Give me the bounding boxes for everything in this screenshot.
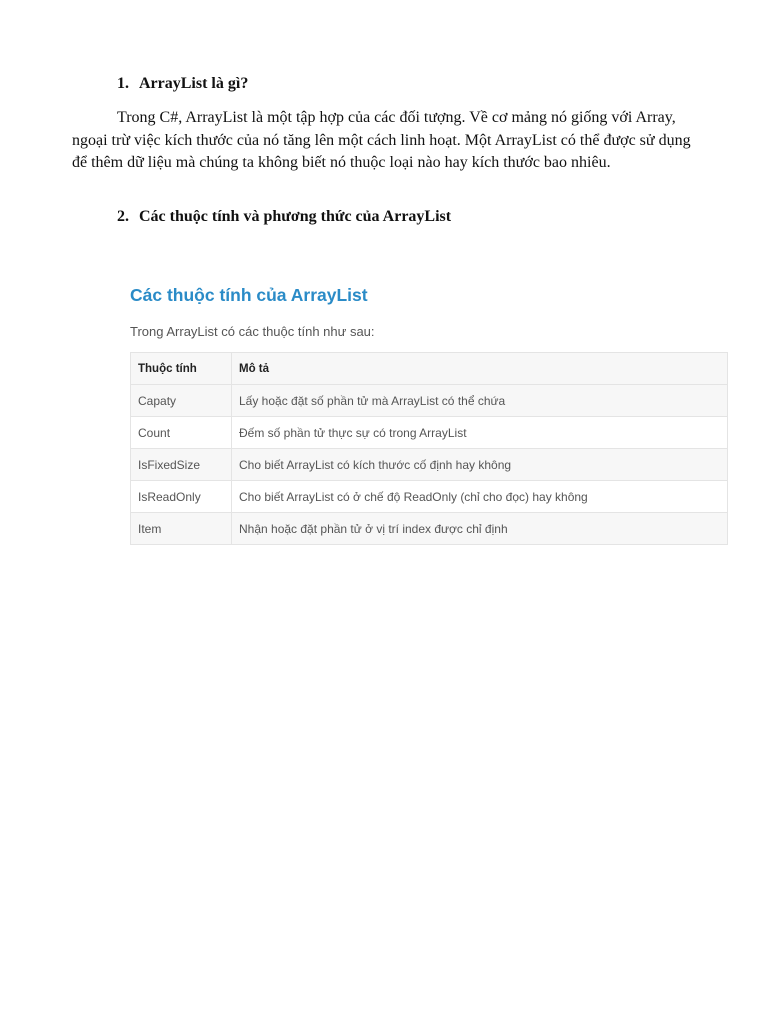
section-1-heading <box>117 74 248 94</box>
table-cell-property: IsReadOnly <box>131 481 232 513</box>
table-row <box>131 385 728 417</box>
table-row <box>131 449 728 481</box>
table-row <box>131 513 728 545</box>
table-row <box>131 417 728 449</box>
table-cell-property: Item <box>131 513 232 545</box>
table-cell-description: Nhận hoặc đặt phần tử ở vị trí index được chỉ định <box>232 513 728 545</box>
embedded-screenshot <box>130 282 728 545</box>
table-header-property: Thuộc tính <box>131 353 232 385</box>
section-1-paragraph: Trong C#, ArrayList là một tập hợp của các đối tượng. Về cơ mảng nó giống với Array, ngoại trừ việc kích thước của nó tăng lên một cách linh hoạt. Một ArrayList có thể được sử dụng để thêm dữ liệu mà chúng ta không biết nó thuộc loại nào hay kích thước bao nhiêu. <box>72 109 691 171</box>
table-cell-property: Capaty <box>131 385 232 417</box>
table-cell-description: Cho biết ArrayList có kích thước cố định hay không <box>232 449 728 481</box>
table-cell-description: Đếm số phần tử thực sự có trong ArrayList <box>232 417 728 449</box>
section-2-heading <box>117 207 451 227</box>
table-header-row <box>131 353 728 385</box>
embed-title: Các thuộc tính của ArrayList <box>130 285 368 305</box>
section-2-number: 2. <box>117 208 129 225</box>
section-2-title: Các thuộc tính và phương thức của ArrayList <box>139 208 452 225</box>
embed-intro: Trong ArrayList có các thuộc tính như sau: <box>130 324 375 339</box>
properties-table <box>130 352 728 545</box>
section-1-title: ArrayList là gì? <box>139 75 249 92</box>
section-1-number: 1. <box>117 75 129 92</box>
table-cell-description: Cho biết ArrayList có ở chế độ ReadOnly (chỉ cho đọc) hay không <box>232 481 728 513</box>
table-header-description: Mô tả <box>232 353 728 385</box>
table-cell-description: Lấy hoặc đặt số phần tử mà ArrayList có thể chứa <box>232 385 728 417</box>
table-cell-property: IsFixedSize <box>131 449 232 481</box>
table-row <box>131 481 728 513</box>
table-cell-property: Count <box>131 417 232 449</box>
